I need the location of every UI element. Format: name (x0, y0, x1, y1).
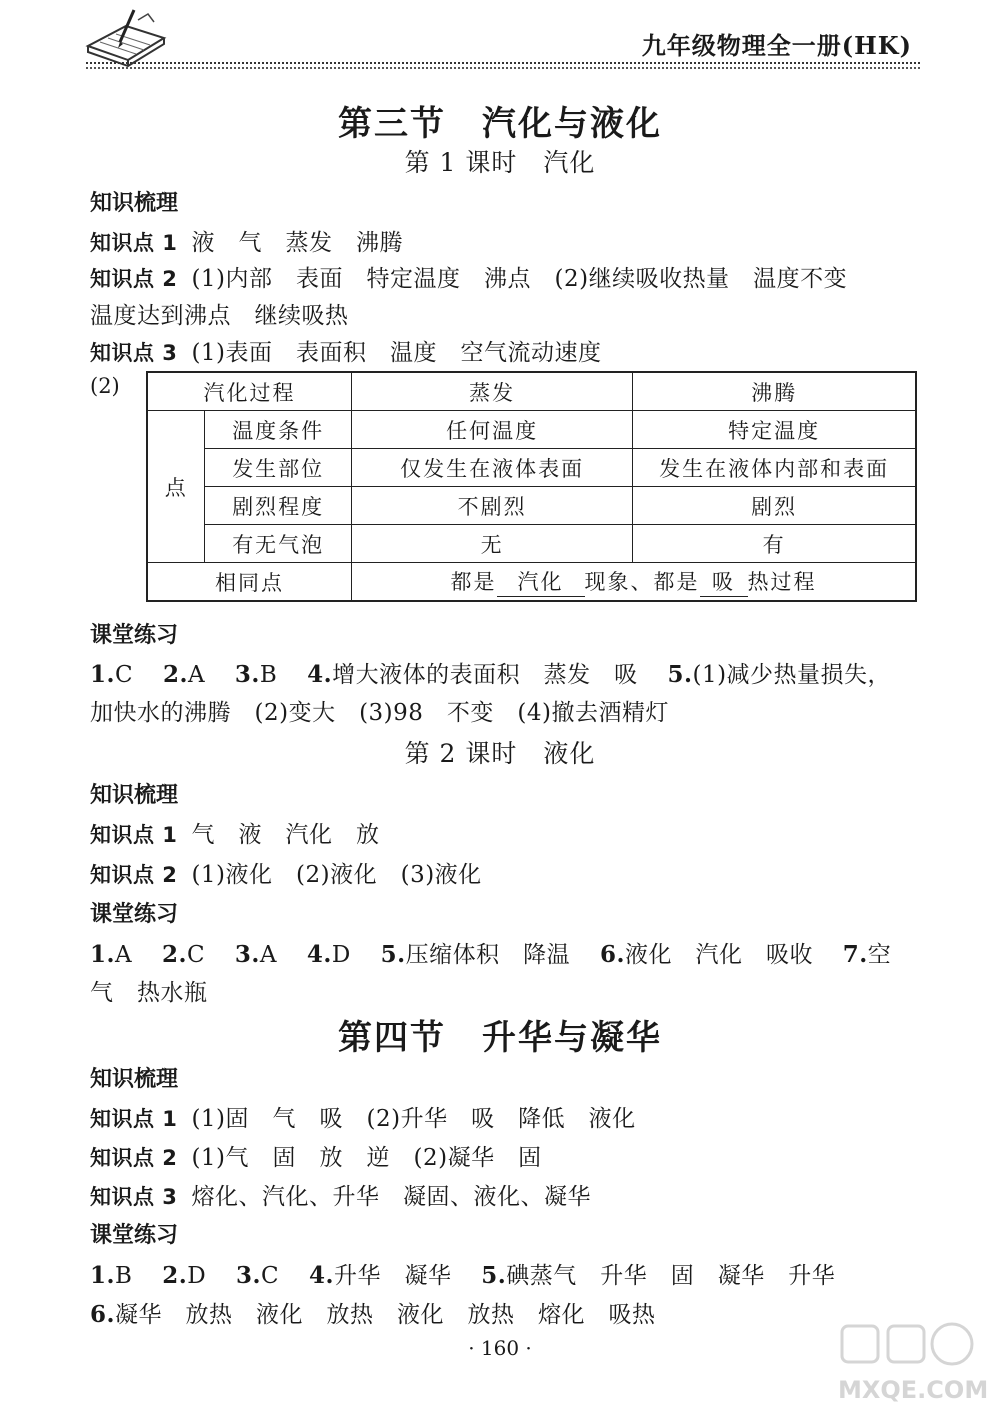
answer-text: 空 (867, 942, 892, 968)
section3-title: 第三节 汽化与液化 (338, 104, 662, 144)
answer-text: C (115, 662, 134, 688)
header-divider (86, 62, 920, 70)
answer-text: C (261, 1263, 280, 1289)
table-header-cell: 蒸发 (352, 372, 633, 411)
lesson1-title: 第 1 课时 汽化 (404, 148, 596, 177)
fill-blank: 吸 (700, 566, 748, 597)
lesson1-practice-line-cont: 加快水的沸腾 (2)变大 (3)98 不变 (4)撤去酒精灯 (90, 700, 670, 726)
lesson2-title: 第 2 课时 液化 (404, 739, 596, 768)
answer-number: 4. (306, 941, 332, 968)
answer-text: A (115, 942, 133, 968)
answer-text: 压缩体积 降温 (405, 942, 571, 968)
answer-number: 3. (234, 661, 260, 688)
section4-title: 第四节 升华与凝华 (338, 1018, 662, 1058)
kp-label: 知识点 1 (90, 231, 178, 255)
answer-text: 凝华 放热 液化 放热 液化 放热 熔化 吸热 (115, 1302, 656, 1328)
kp-text: (1)内部 表面 特定温度 沸点 (2)继续吸收热量 温度不变 (191, 266, 848, 292)
section4-kp2 (90, 1139, 542, 1172)
table-cell: 无 (352, 525, 633, 563)
answer-text: B (115, 1263, 133, 1289)
answer-number: 5. (380, 941, 406, 968)
table-cell: 有无气泡 (205, 525, 352, 563)
answer-number: 5. (667, 661, 693, 688)
section4-kp3 (90, 1178, 591, 1211)
table-same-row (147, 563, 916, 602)
lesson1-kp3 (90, 334, 602, 367)
lesson2-practice-heading: 课堂练习 (90, 901, 179, 927)
answer-text: B (259, 662, 278, 688)
lesson1-sort-heading: 知识梳理 (90, 190, 179, 216)
answer-number: 1. (90, 661, 116, 688)
table-cell: 特定温度 (633, 411, 916, 449)
lesson2-sort-heading: 知识梳理 (90, 782, 179, 808)
kp-text: (1)气 固 放 逆 (2)凝华 固 (191, 1145, 542, 1171)
section4-practice-heading: 课堂练习 (90, 1222, 179, 1248)
kp-label: 知识点 2 (90, 863, 178, 887)
answer-number: 3. (234, 941, 260, 968)
answer-number: 5. (481, 1262, 507, 1289)
kp-label: 知识点 3 (90, 341, 178, 365)
answer-number: 3. (236, 1262, 262, 1289)
table-cell: 发生在液体内部和表面 (633, 449, 916, 487)
table-row (147, 525, 916, 563)
answer-text: 碘蒸气 升华 固 凝华 升华 (506, 1263, 836, 1289)
kp-text: (1)表面 表面积 温度 空气流动速度 (191, 340, 602, 366)
fill-blank: 汽化 (497, 566, 585, 597)
table-cell: 剧烈 (633, 487, 916, 525)
section4-practice-line-cont (90, 1296, 656, 1329)
answer-number: 4. (308, 1262, 334, 1289)
answer-text: A (259, 942, 278, 968)
lesson2-practice-line-cont: 气 热水瓶 (90, 980, 208, 1006)
table-cell: 剧烈程度 (205, 487, 352, 525)
lesson1-practice-heading: 课堂练习 (90, 622, 179, 648)
kp-label: 知识点 3 (90, 1185, 178, 1209)
table-row (147, 487, 916, 525)
watermark-emblem-icon (838, 1320, 978, 1372)
answer-number: 2. (161, 941, 187, 968)
kp-label: 知识点 1 (90, 823, 178, 847)
answer-number: 2. (162, 661, 188, 688)
table-cell: 发生部位 (205, 449, 352, 487)
answer-number: 4. (307, 661, 333, 688)
table-header-cell: 汽化过程 (147, 372, 352, 411)
lesson1-kp2-cont: 温度达到沸点 继续吸热 (90, 303, 349, 329)
answer-number: 1. (90, 1262, 116, 1289)
answer-number: 6. (599, 941, 625, 968)
lesson2-kp1 (90, 816, 379, 849)
table-cell: 有 (633, 525, 916, 563)
header-title: 九年级物理全一册(HK) (641, 31, 912, 60)
answer-text: D (187, 1263, 207, 1289)
answer-number: 7. (842, 941, 868, 968)
answer-text: C (186, 942, 206, 968)
same-text: 现象、都是 (584, 570, 700, 594)
table-cell: 任何温度 (352, 411, 633, 449)
kp-label: 知识点 1 (90, 1107, 178, 1131)
table-row (147, 411, 916, 449)
page-number: · 160 · (468, 1336, 532, 1360)
table-cell: 不剧烈 (352, 487, 633, 525)
table-same-cell (352, 563, 917, 602)
kp-label: 知识点 2 (90, 1146, 178, 1170)
answer-number: 1. (90, 941, 116, 968)
answer-text: 增大液体的表面积 蒸发 吸 (332, 662, 638, 688)
answer-text: D (331, 942, 351, 968)
lesson1-kp2 (90, 260, 847, 293)
answer-number: 2. (162, 1262, 188, 1289)
answer-number: 6. (90, 1301, 116, 1328)
watermark-logo (838, 1320, 989, 1404)
table-cell: 温度条件 (205, 411, 352, 449)
table-header-row (147, 372, 916, 411)
section4-practice-line (90, 1257, 835, 1290)
kp-text: (1)固 气 吸 (2)升华 吸 降低 液化 (191, 1106, 636, 1132)
watermark-text: MXQE.COM (838, 1376, 989, 1404)
same-text: 热过程 (747, 570, 817, 594)
answer-text: A (187, 662, 206, 688)
table-cell: 相同点 (147, 563, 352, 602)
table-row (147, 449, 916, 487)
lesson1-practice-line (90, 656, 891, 689)
section4-kp1 (90, 1100, 636, 1133)
answer-text: (1)减少热量损失， (692, 662, 892, 688)
answer-text: 升华 凝华 (333, 1263, 452, 1289)
section4-sort-heading: 知识梳理 (90, 1066, 179, 1092)
kp-text: 气 液 汽化 放 (191, 822, 380, 848)
table-label: (2) (90, 374, 120, 398)
kp-text: (1)液化 (2)液化 (3)液化 (191, 862, 482, 888)
lesson2-kp2 (90, 856, 482, 889)
table-header-cell: 沸腾 (633, 372, 916, 411)
lesson1-kp1 (90, 224, 403, 257)
table-cell: 仅发生在液体表面 (352, 449, 633, 487)
kp-text: 液 气 蒸发 沸腾 (191, 230, 403, 256)
header-book-pencil-icon (80, 8, 170, 70)
lesson2-practice-line (90, 936, 891, 969)
kp-text: 熔化、汽化、升华 凝固、液化、凝华 (191, 1184, 591, 1210)
kp-label: 知识点 2 (90, 267, 178, 291)
table-group-label: 点 (147, 411, 205, 563)
same-text: 都是 (450, 570, 497, 594)
comparison-table (146, 371, 917, 602)
answer-text: 液化 汽化 吸收 (624, 942, 813, 968)
